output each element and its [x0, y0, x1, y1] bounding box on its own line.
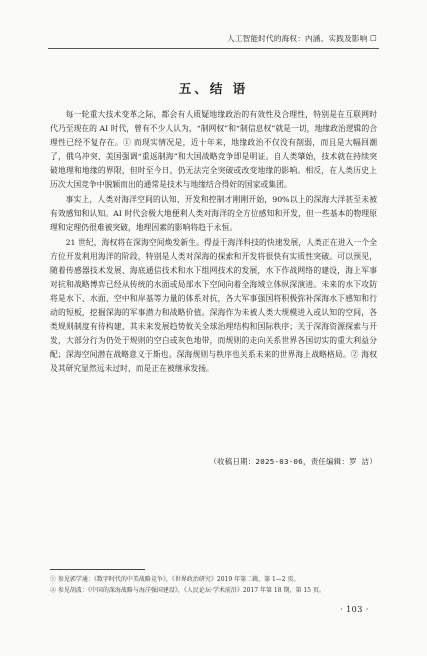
running-header: 人工智能时代的海权：内涵、实践及影响 ☐	[227, 34, 377, 43]
footnotes	[50, 574, 380, 596]
footnote-2: ② 参见胡波：《中国的深海战略与海洋强国建设》，《人民论坛·学术前沿》2017 年第 18 期，第 15 页。	[50, 587, 325, 594]
body-text	[50, 108, 377, 377]
page-number: · 103 ·	[340, 605, 369, 614]
section-title: 五、结 语	[178, 81, 249, 96]
submission-info: （收稿日期：2025-03-06，责任编辑：罗 洁）	[209, 457, 377, 466]
footnote-1: ① 参见郭学通：《数字时代的中美战略竞争》，《世界政治研究》2019 年第二辑，第 1—2 页。	[50, 576, 300, 583]
paragraph-3: 21 世纪，海权将在深海空间焕发新生。得益于海洋科技的快速发展，人类正在进入一个全方位开发利用海洋的阶段，特别是人类对深海的探索和开发将很快有实质性突破。可以预见，随着传感器技术发展、海底通信技术和水下组网技术的发展，水下作战网络的建设，海上军事对抗和战略博弈已经从传统的水面或局部水下空间向着全海域立体纵深演进。未来的水下攻防将是水下、水面、空中和岸基等力量的体系对抗，各大军事强国将积极弥补深海水下感知和行动的短板，挖掘深海的军事潜力和战略价值。深海作为未被人类大规模进入或认知的空间，各类规则制度有待构建，其未来发展趋势攸关全球治理结构和国际秩序；关于深海资源探索与开发，大部分行为仍处于规则的空白或灰色地带，而规则的走向关系世界各国切实的重大利益分配；深海空间潜在战略意义于斯也。深海规则与秩序也关系未来的世界海上战略格局。② 海权及其研究显然远未过时，而是正在被继承发扬。	[50, 238, 377, 373]
paragraph-2: 事实上，人类对海洋空间的认知、开发和控制才刚刚开始，90%以上的深海大洋甚至未被有效感知和认知。AI 时代会极大地便利人类对海洋的全方位感知和开发，但一些基本的物理原理和定理仍很难被突破，地理因素的影响将趋于永恒。	[50, 195, 377, 232]
footnote-divider	[50, 569, 145, 570]
header-divider	[48, 48, 379, 49]
paragraph-1: 每一轮重大技术变革之际，都会有人质疑地缘政治的有效性及合理性，特别是在互联网时代乃至现在的 AI 时代，曾有不少人认为，“制网权”和“制信息权”就是一切，地缘政治逻辑的合理性已经不复存在。① 而现实情况是，近十年来，地缘政治不仅没有削弱，而且是大幅回潮了，俄乌冲突、美国强调“重返制海”和大国战略竞争即是明证。自人类肇始，技术就在持续突破地理和地缘的界限，但时至今日，仍无法完全突破或改变地缘的影响。相反，在人类历史上历次大国竞争中脱颖而出的通常是技术与地缘结合得好的国家或集团。	[50, 110, 377, 189]
